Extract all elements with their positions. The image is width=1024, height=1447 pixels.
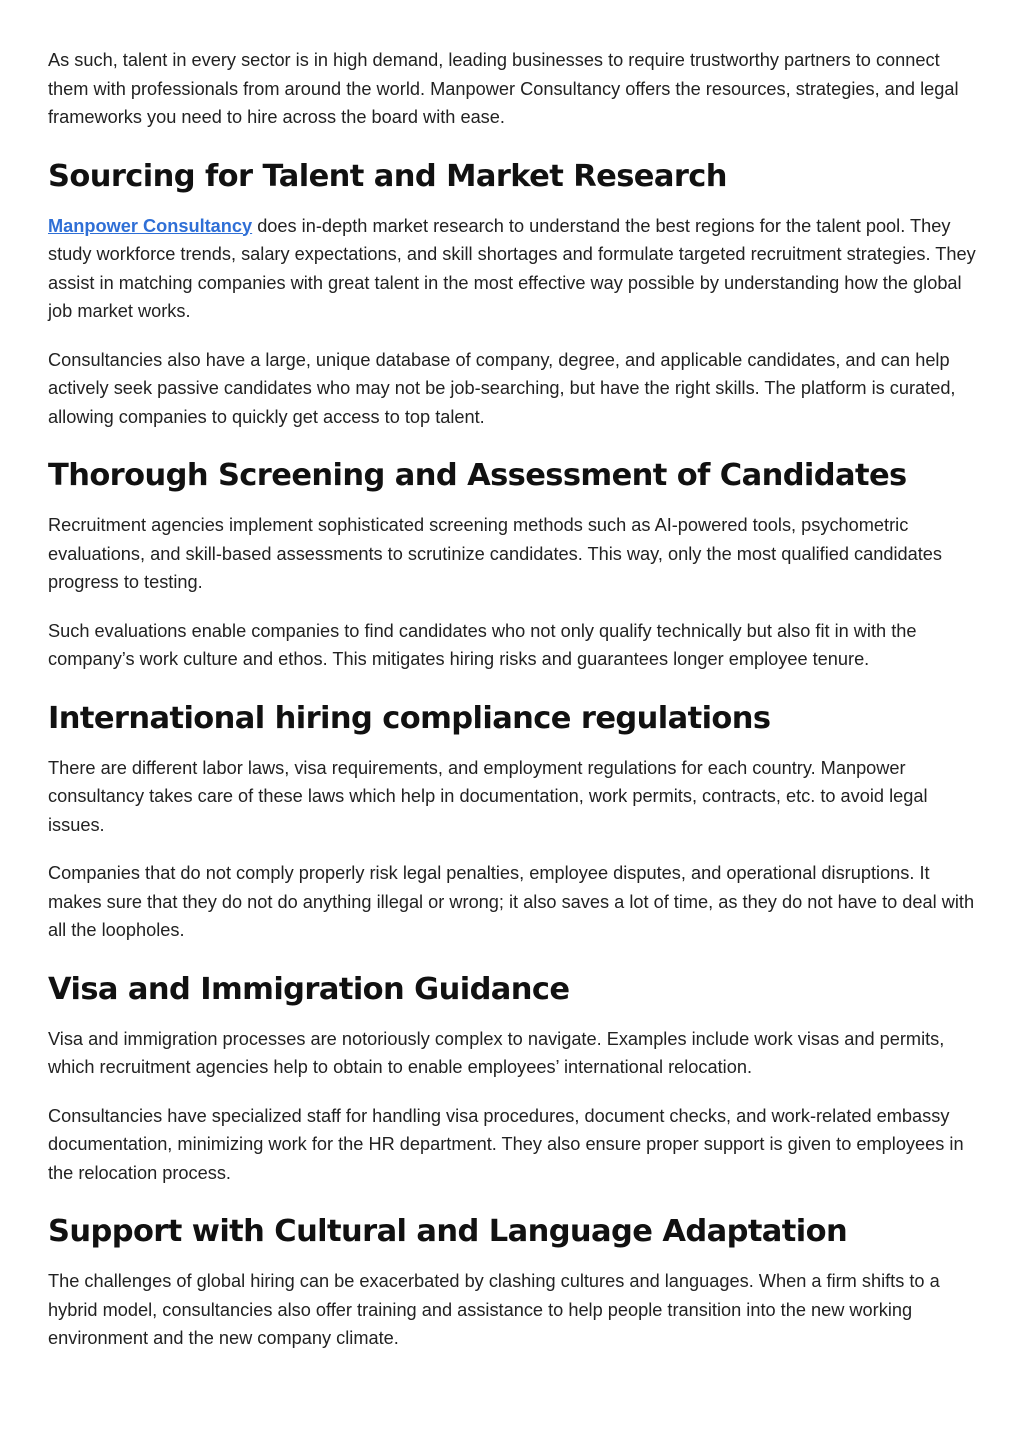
visa-paragraph-2: Consultancies have specialized staff for handling visa procedures, document checks, and work-related embassy documentation, minimizing work for the HR department. They also ensure proper support is given to employees in the relocation process. <box>48 1105 964 1183</box>
heading-cultural: Support with Cultural and Language Adaptation <box>48 1214 848 1249</box>
sourcing-paragraph-2: Consultancies also have a large, unique database of company, degree, and applicable candidates, and can help actively seek passive candidates who may not be job-searching, but have the right skills. The platform is curated, allowing companies to quickly get access to top talent. <box>48 349 956 427</box>
heading-sourcing: Sourcing for Talent and Market Research <box>48 158 727 194</box>
manpower-consultancy-link[interactable]: Manpower Consultancy <box>48 215 253 236</box>
intro-paragraph: As such, talent in every sector is in high demand, leading businesses to require trustworthy partners to connect them with professionals from around the world. Manpower Consultancy offers the resources, strategies, and legal frameworks you need to hire across the board with ease. <box>48 50 959 127</box>
sourcing-paragraph-1-text: does in-depth market research to understand the best regions for the talent pool. They study workforce trends, salary expectations, and skill shortages and formulate targeted recruitment strategies. They assist in matching companies with great talent in the most effective way possible by understanding how the global job market works. <box>48 215 976 321</box>
sourcing-paragraph-1 <box>48 212 978 326</box>
compliance-paragraph-1: There are different labor laws, visa requirements, and employment regulations for each country. Manpower consultancy takes care of these laws which help in documentation, work permits, contracts, etc. to avoid legal issues. <box>48 757 928 835</box>
document-page <box>48 46 978 1373</box>
heading-visa: Visa and Immigration Guidance <box>48 971 570 1007</box>
compliance-paragraph-2: Companies that do not comply properly risk legal penalties, employee disputes, and operational disruptions. It makes sure that they do not do anything illegal or wrong; it also saves a lot of time, as they do not have to deal with all the loopholes. <box>48 863 975 940</box>
visa-paragraph-1: Visa and immigration processes are notoriously complex to navigate. Examples include work visas and permits, which recruitment agencies help to obtain to enable employees’ international relocation. <box>48 1028 945 1077</box>
screening-paragraph-2: Such evaluations enable companies to find candidates who not only qualify technically but also fit in with the company’s work culture and ethos. This mitigates hiring risks and guarantees longer employee tenure. <box>48 620 917 669</box>
heading-screening: Thorough Screening and Assessment of Candidates <box>48 458 907 493</box>
heading-compliance: International hiring compliance regulations <box>48 700 771 736</box>
screening-paragraph-1: Recruitment agencies implement sophisticated screening methods such as AI-powered tools, psychometric evaluations, and skill-based assessments to scrutinize candidates. This way, only the most qualified candidates progress to testing. <box>48 515 943 592</box>
cultural-paragraph-1: The challenges of global hiring can be exacerbated by clashing cultures and languages. When a firm shifts to a hybrid model, consultancies also offer training and assistance to help people transition into the new working environment and the new company climate. <box>48 1271 940 1348</box>
